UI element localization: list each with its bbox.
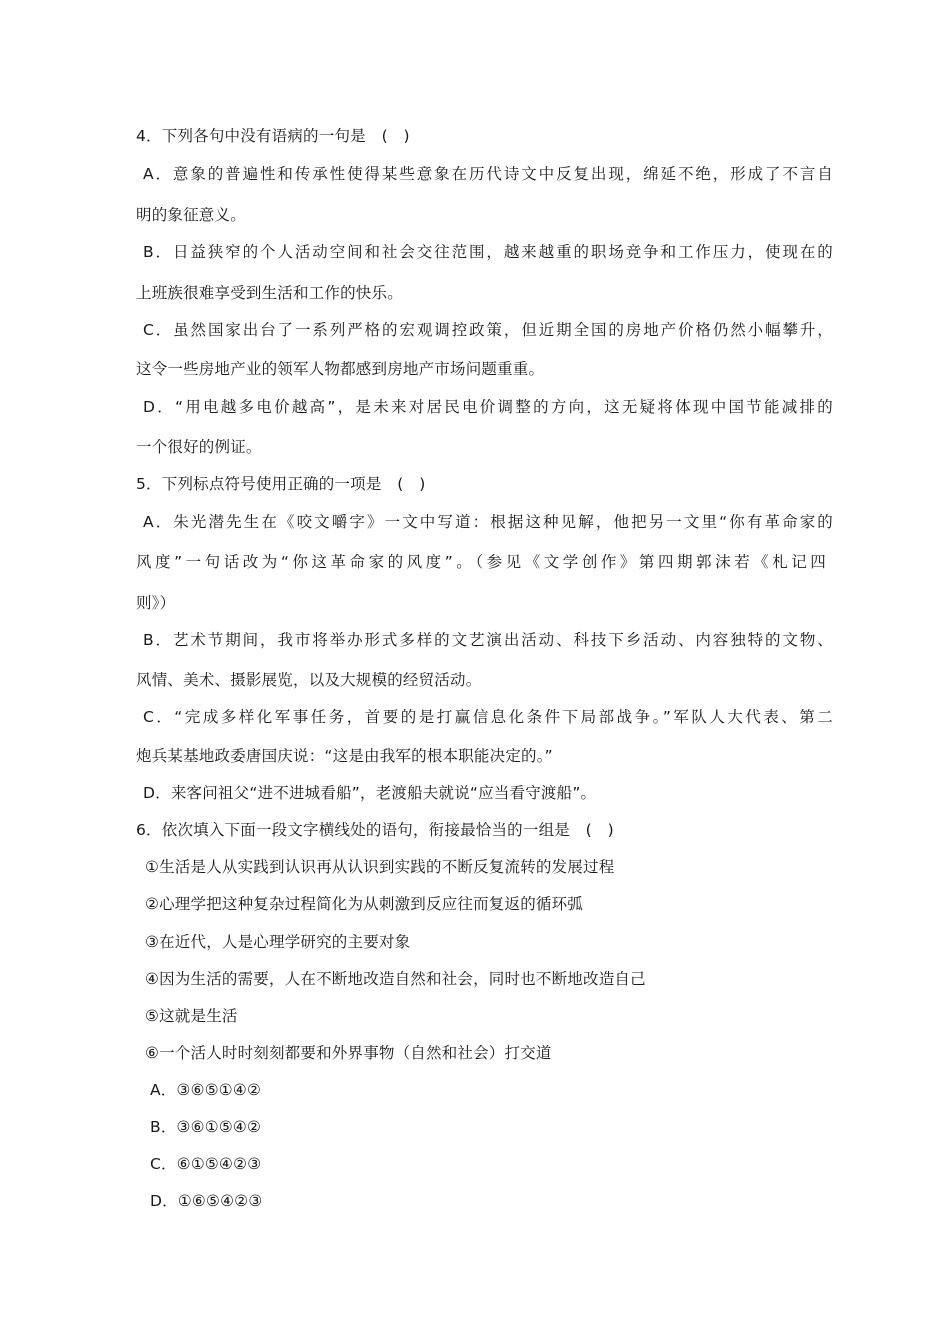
q4-option-c-line-2: 这令一些房地产业的领军人物都感到房地产市场问题重重。 [136, 360, 545, 378]
q6-choice-a: A．③⑥⑤①④② [150, 1081, 262, 1099]
q5-option-c-line-2: 炮兵某基地政委唐国庆说：“这是由我军的根本职能决定的。” [136, 747, 553, 765]
q5-option-a-line-3: 则》） [136, 594, 176, 612]
q6-sentence-5: ⑤这就是生活 [145, 1007, 238, 1025]
question-5-stem: 5．下列标点符号使用正确的一项是 ( ) [136, 475, 426, 493]
q4-option-d-line-2: 一个很好的例证。 [136, 438, 262, 456]
q5-option-b-line-2: 风情、美术、摄影展览，以及大规模的经贸活动。 [136, 671, 482, 689]
q6-choice-d: D．①⑥⑤④②③ [150, 1192, 263, 1210]
q5-option-a-line-2: 风度”一句话改为“你这革命家的风度”。（参见《文学创作》第四期郭沫若《札记四 [136, 553, 826, 571]
q4-option-b-line-2: 上班族很难享受到生活和工作的快乐。 [136, 284, 403, 302]
q6-sentence-6: ⑥一个活人时时刻刻都要和外界事物（自然和社会）打交道 [145, 1044, 552, 1062]
q6-sentence-2: ②心理学把这种复杂过程简化为从刺激到反应往而复返的循环弧 [145, 895, 583, 913]
q4-option-a-line-2: 明的象征意义。 [136, 206, 246, 224]
question-6-stem: 6．依次填入下面一段文字横线处的语句，衔接最恰当的一组是 ( ) [136, 821, 614, 839]
q4-option-a-line-1: A．意象的普遍性和传承性使得某些意象在历代诗文中反复出现，绵延不绝，形成了不言自 [143, 165, 833, 183]
question-4-stem: 4．下列各句中没有语病的一句是 ( ) [136, 127, 410, 145]
q5-option-b-line-1: B．艺术节期间，我市将举办形式多样的文艺演出活动、科技下乡活动、内容独特的文物、 [143, 631, 833, 649]
q5-option-a-line-1: A．朱光潜先生在《咬文嚼字》一文中写道：根据这种见解，他把另一文里“你有革命家的 [143, 513, 833, 531]
q4-option-c-line-1: C．虽然国家出台了一系列严格的宏观调控政策，但近期全国的房地产价格仍然小幅攀升， [143, 321, 833, 339]
q6-choice-b: B．③⑥①⑤④② [150, 1118, 262, 1136]
q6-sentence-4: ④因为生活的需要，人在不断地改造自然和社会，同时也不断地改造自己 [145, 970, 646, 988]
q5-option-d-line-1: D．来客问祖父“进不进城看船”，老渡船夫就说“应当看守渡船”。 [143, 784, 597, 802]
q6-sentence-3: ③在近代，人是心理学研究的主要对象 [145, 933, 411, 951]
q6-choice-c: C．⑥①⑤④②③ [150, 1155, 262, 1173]
q5-option-c-line-1: C．“完成多样化军事任务，首要的是打赢信息化条件下局部战争。”军队人大代表、第二 [143, 708, 833, 726]
q6-sentence-1: ①生活是人从实践到认识再从认识到实践的不断反复流转的发展过程 [145, 858, 615, 876]
q4-option-d-line-1: D．“用电越多电价越高”，是未来对居民电价调整的方向，这无疑将体现中国节能减排的 [143, 398, 833, 416]
q4-option-b-line-1: B．日益狭窄的个人活动空间和社会交往范围，越来越重的职场竞争和工作压力，使现在的 [143, 243, 833, 261]
